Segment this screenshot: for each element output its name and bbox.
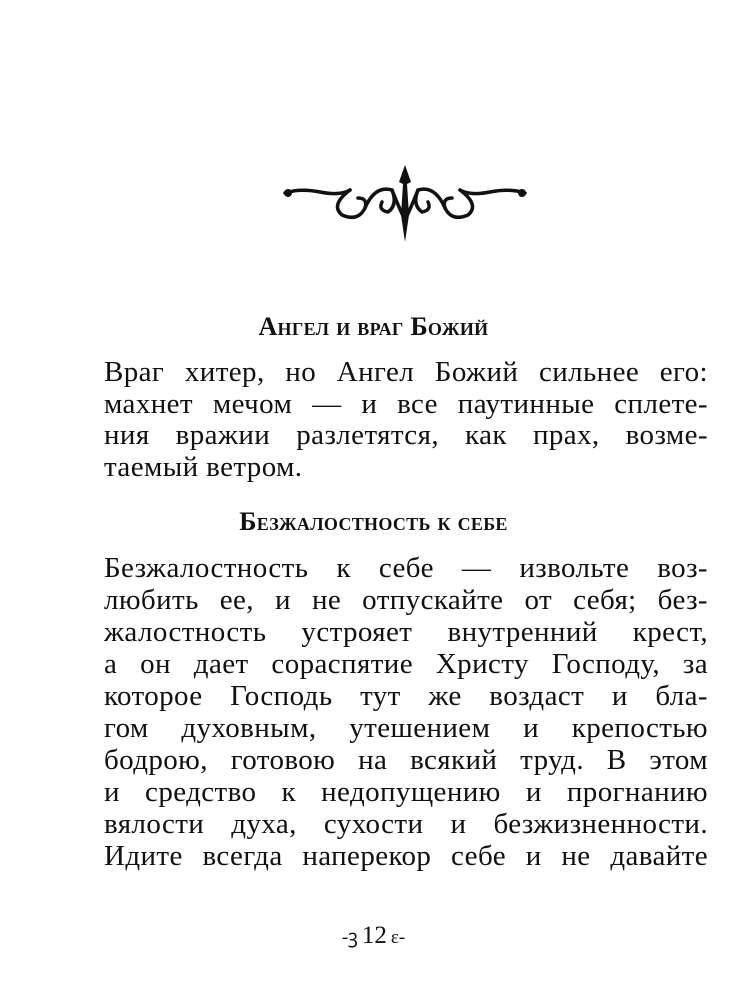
- text-line: которое Господь тут же воздаст и бла-: [104, 680, 708, 712]
- text-line: гом духовным, утешением и крепостью: [104, 712, 708, 744]
- text-line: а он дает сораспятие Христу Господу, за: [104, 648, 708, 680]
- section-paragraph: [104, 357, 708, 483]
- text-line: бодрою, готовою на всякий труд. В этом: [104, 744, 708, 776]
- page-number: 12: [361, 922, 387, 949]
- text-line: и средство к недопущению и прогнанию: [104, 776, 708, 808]
- text-line: жалостность устрояет внутренний крест,: [104, 616, 708, 648]
- decorative-flourish-icon: [280, 160, 530, 245]
- text-line: вялости духа, сухости и безжизненности.: [104, 808, 708, 840]
- left-flourish-icon: -ꝫ: [341, 927, 358, 948]
- text-line: Враг хитер, но Ангел Божий сильнее его:: [104, 357, 708, 388]
- text-line: любить ее, и не отпускайте от себя; без-: [104, 584, 708, 616]
- text-line: ния вражии разлетятся, как прах, возме-: [104, 420, 708, 451]
- text-line: махнет мечом — и все паутинные сплете-: [104, 388, 708, 420]
- section-paragraph: [104, 552, 708, 872]
- text-line: таемый ветром.: [104, 451, 303, 483]
- section-title: Безжалостность к себе: [239, 507, 508, 536]
- section-title: Ангел и враг Божий: [258, 312, 489, 341]
- text-line: Идите всегда наперекор себе и не давайте: [104, 840, 708, 872]
- right-flourish-icon: ɛ-: [390, 927, 406, 948]
- text-line: Безжалостность к себе — извольте воз-: [104, 552, 708, 584]
- page-number-footer: [0, 921, 747, 951]
